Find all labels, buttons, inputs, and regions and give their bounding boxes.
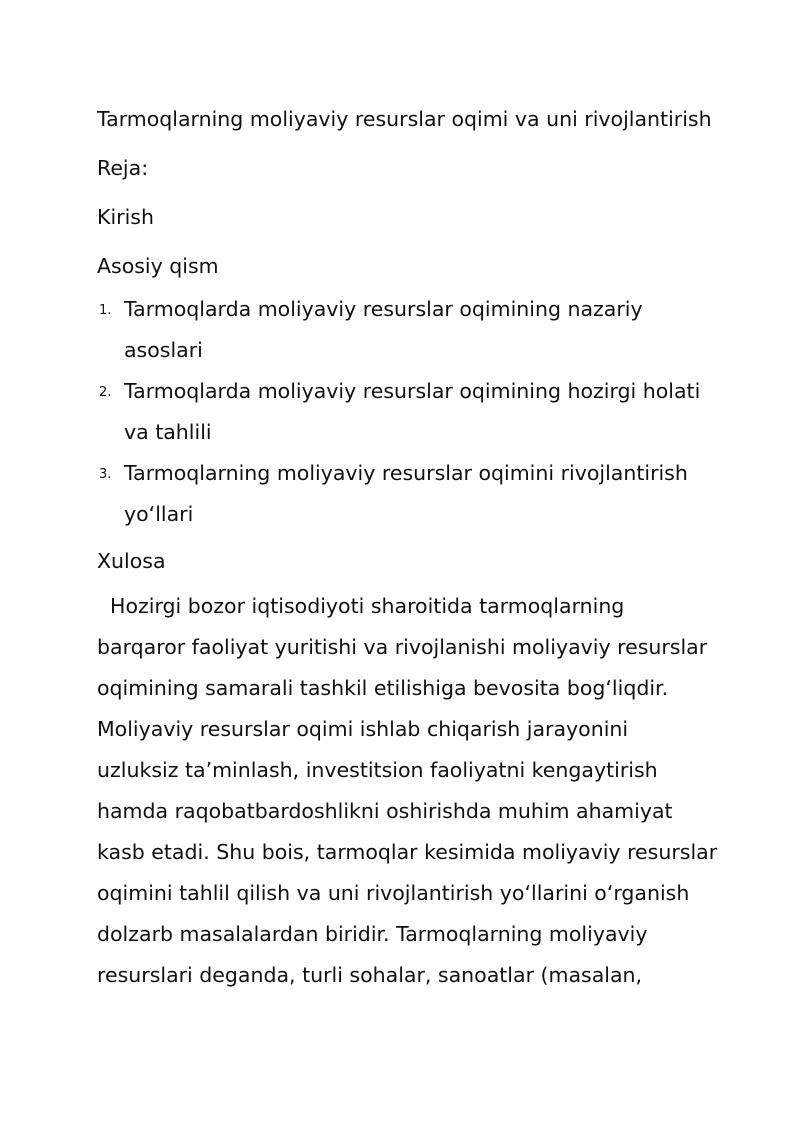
paragraph-line: hamda raqobatbardoshlikni oshirishda muhim ahamiyat [97, 799, 673, 823]
paragraph-line: resurslari deganda, turli sohalar, sanoatlar (masalan, [97, 963, 643, 987]
paragraph-line: oqimini tahlil qilish va uni rivojlantirish yo‘llarini o‘rganish [97, 881, 690, 905]
toc-item [97, 289, 712, 371]
toc-item-line: Tarmoqlarda moliyaviy resurslar oqimining nazariy [124, 297, 643, 321]
document-page [97, 104, 718, 996]
toc-item-line: yo‘llari [124, 502, 194, 526]
table-of-contents [97, 289, 712, 535]
toc-item-number: 1. [99, 303, 112, 318]
main-part-heading: Asosiy qism [97, 254, 219, 278]
plan-label: Reja: [97, 156, 149, 180]
paragraph-line: barqaror faoliyat yuritishi va rivojlanishi moliyaviy resurslar [97, 635, 708, 659]
toc-item-line: Tarmoqlarning moliyaviy resurslar oqimini rivojlantirish [124, 461, 688, 485]
paragraph-line: dolzarb masalalardan biridir. Tarmoqlarning moliyaviy [97, 922, 648, 946]
toc-item-number: 3. [99, 467, 112, 482]
toc-item-number: 2. [99, 385, 112, 400]
toc-item-line: asoslari [124, 338, 203, 362]
toc-item [97, 371, 712, 453]
document-title: Tarmoqlarning moliyaviy resurslar oqimi va uni rivojlantirish [97, 107, 712, 131]
conclusion-heading: Xulosa [97, 549, 166, 573]
intro-heading: Kirish [97, 205, 154, 229]
toc-item [97, 453, 712, 535]
paragraph-line: kasb etadi. Shu bois, tarmoqlar kesimida moliyaviy resurslar [97, 840, 718, 864]
toc-item-line: Tarmoqlarda moliyaviy resurslar oqimining hozirgi holati [124, 379, 701, 403]
toc-item-line: va tahlili [124, 420, 212, 444]
paragraph-line: Moliyaviy resurslar oqimi ishlab chiqarish jarayonini [97, 717, 629, 741]
paragraph-line: oqimining samarali tashkil etilishiga bevosita bog‘liqdir. [97, 676, 669, 700]
paragraph-line: Hozirgi bozor iqtisodiyoti sharoitida tarmoqlarning [97, 594, 625, 618]
body-paragraph [97, 586, 718, 996]
paragraph-line: uzluksiz ta’minlash, investitsion faoliyatni kengaytirish [97, 758, 658, 782]
